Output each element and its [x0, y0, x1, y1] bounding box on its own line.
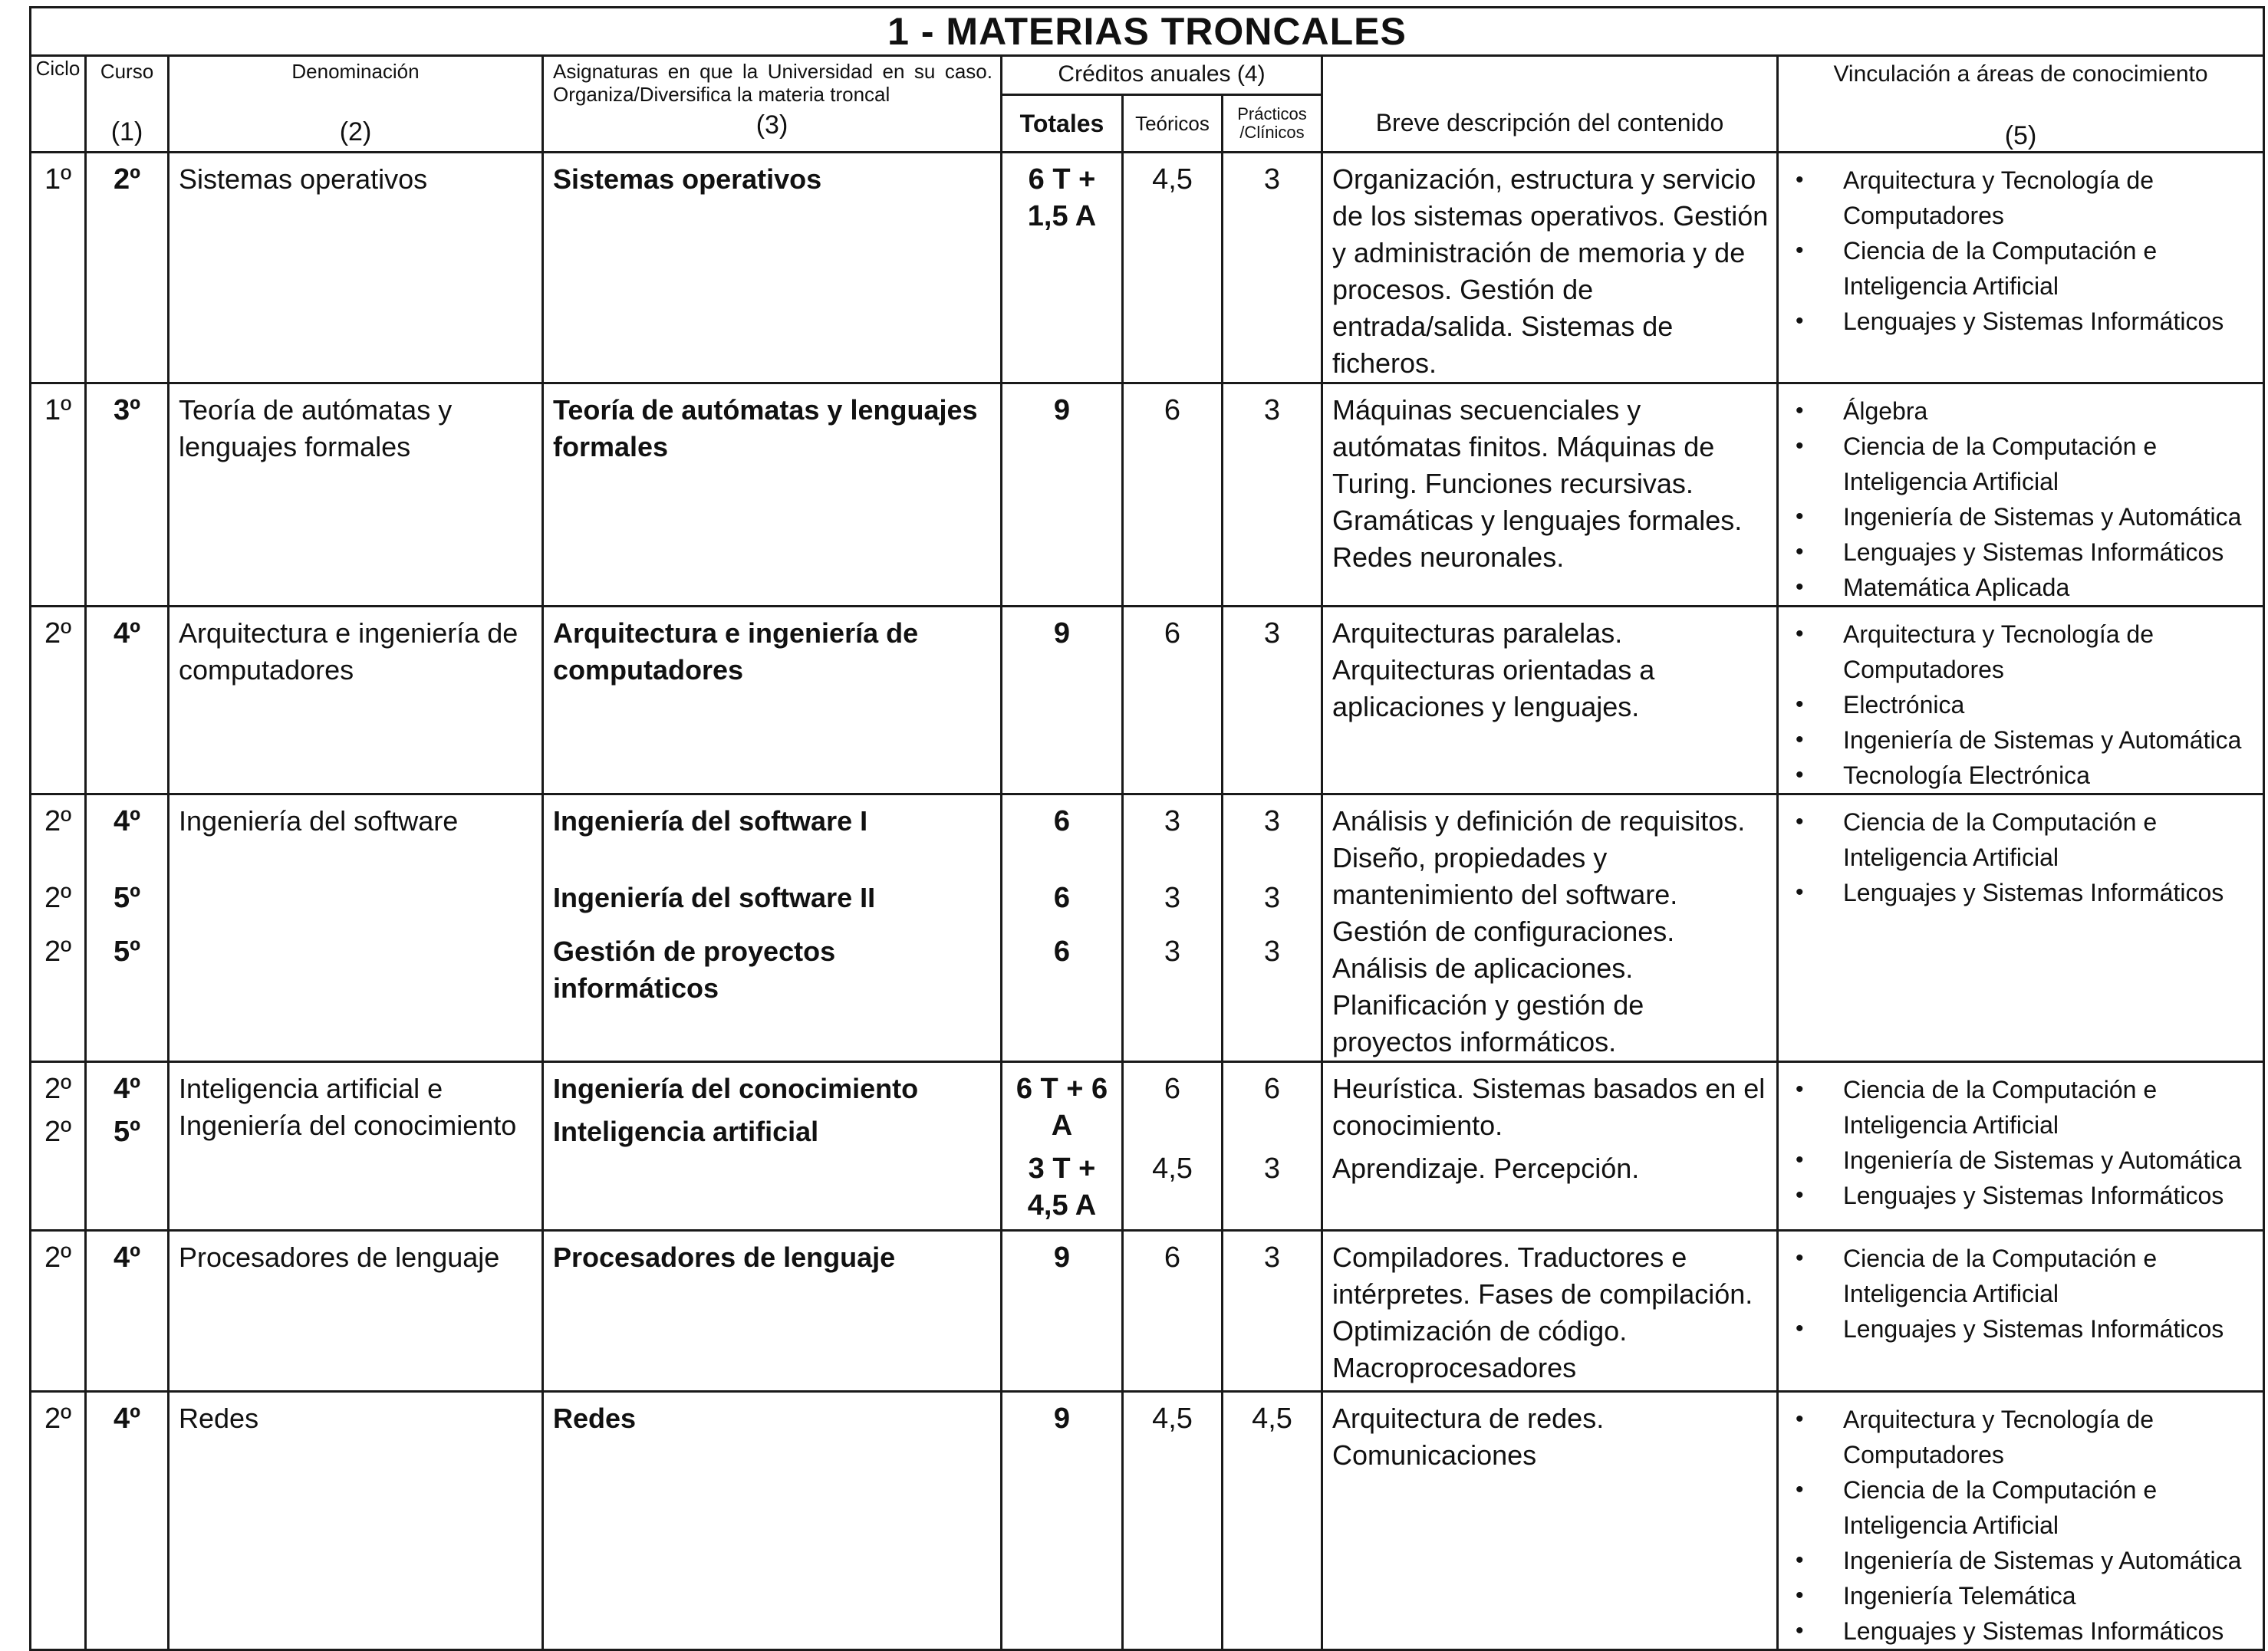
denominacion-cell: [169, 794, 543, 1062]
descripcion-cell: [1322, 1231, 1778, 1392]
totales-cell: [1002, 794, 1123, 1062]
totales-cell: [1002, 1392, 1123, 1650]
list-item: [1789, 233, 2256, 304]
areas-cell: [1778, 1392, 2264, 1650]
asignatura-cell: [543, 1231, 1002, 1392]
area-label: Arquitectura y Tecnología de Computadores: [1843, 166, 2154, 229]
area-label: Matemática Aplicada: [1843, 574, 2070, 601]
bullet-icon: •: [1796, 1182, 1804, 1208]
header-curso: Curso (1): [86, 56, 169, 153]
descripcion-value: Planificación y gestión de proyectos informáticos.: [1332, 989, 1644, 1057]
denominacion-cell: [169, 1062, 543, 1231]
areas-cell: [1778, 794, 2264, 1062]
area-label: Ingeniería Telemática: [1843, 1582, 2076, 1610]
curso-cell: [86, 794, 169, 1062]
curso-value: 2º: [113, 163, 140, 196]
denominacion-cell: [169, 153, 543, 383]
ciclo-cell: [31, 1231, 86, 1392]
teoricos-value: 6: [1164, 1242, 1181, 1274]
practicos-value: 3: [1263, 805, 1281, 837]
curso-value: 3º: [113, 394, 140, 426]
header-vinculacion: Vinculación a áreas de conocimiento (5): [1778, 56, 2264, 153]
practicos-cell: [1223, 607, 1322, 794]
teoricos-cell: [1123, 794, 1223, 1062]
asignatura-value: Procesadores de lenguaje: [553, 1242, 896, 1273]
curso-value: 4º: [113, 617, 140, 650]
totales-value: 6: [1053, 882, 1071, 914]
descripcion-value: Análisis y definición de requisitos. Diseño, propiedades y mantenimiento del software.: [1332, 805, 1746, 910]
descripcion-cell: [1322, 1062, 1778, 1231]
descripcion-value: Arquitecturas paralelas. Arquitecturas orientadas a aplicaciones y lenguajes.: [1332, 617, 1655, 722]
area-label: Ciencia de la Computación e Inteligencia Artificial: [1843, 432, 2158, 495]
list-item: [1789, 534, 2256, 570]
area-label: Lenguajes y Sistemas Informáticos: [1843, 1617, 2224, 1645]
areas-list: [1779, 607, 2263, 793]
totales-value: 6: [1053, 805, 1071, 837]
list-item: [1789, 429, 2256, 499]
descripcion-value: Organización, estructura y servicio de los sistemas operativos. Gestión y administración de memoria y de procesos. Gestión de entrada/salida. Sistemas de ficheros.: [1332, 163, 1769, 379]
area-label: Lenguajes y Sistemas Informáticos: [1843, 1315, 2224, 1343]
curso-value: 4º: [113, 805, 140, 837]
bullet-icon: •: [1796, 1077, 1804, 1102]
practicos-value: 3: [1263, 394, 1281, 426]
denominacion-value: Teoría de autómatas y lenguajes formales: [179, 394, 453, 462]
bullet-icon: •: [1796, 539, 1804, 564]
bullet-icon: •: [1796, 504, 1804, 529]
list-item: [1789, 617, 2256, 687]
bullet-icon: •: [1796, 1147, 1804, 1172]
teoricos-value: 6: [1164, 394, 1181, 426]
ciclo-value: 2º: [44, 936, 71, 968]
teoricos-value: 6: [1164, 617, 1181, 650]
bullet-icon: •: [1796, 433, 1804, 459]
teoricos-value: 3: [1164, 805, 1181, 837]
descripcion-value: Máquinas secuenciales y autómatas finitos. Máquinas de Turing. Funciones recursivas. Gramáticas y lenguajes formales. Redes neuronales.: [1332, 394, 1743, 573]
teoricos-value: 6: [1164, 1073, 1181, 1105]
descripcion-cell: [1322, 794, 1778, 1062]
totales-cell: [1002, 1231, 1123, 1392]
bullet-icon: •: [1796, 238, 1804, 263]
area-label: Lenguajes y Sistemas Informáticos: [1843, 1182, 2224, 1209]
ciclo-value: 2º: [44, 1242, 71, 1274]
ciclo-value: 2º: [44, 1403, 71, 1435]
bullet-icon: •: [1796, 1316, 1804, 1341]
list-item: [1789, 687, 2256, 722]
practicos-value: 3: [1263, 936, 1281, 968]
practicos-value: 3: [1263, 1153, 1281, 1185]
materias-table: [29, 6, 2265, 1651]
list-item: [1789, 163, 2256, 233]
page-title: 1 - MATERIAS TRONCALES: [31, 8, 2264, 56]
area-label: Ciencia de la Computación e Inteligencia Artificial: [1843, 1476, 2158, 1539]
teoricos-cell: [1123, 1062, 1223, 1231]
totales-cell: [1002, 383, 1123, 607]
bullet-icon: •: [1796, 1245, 1804, 1271]
bullet-icon: •: [1796, 692, 1804, 717]
curso-cell: [86, 1231, 169, 1392]
list-item: [1789, 875, 2256, 910]
ciclo-cell: [31, 794, 86, 1062]
list-item: [1789, 499, 2256, 534]
practicos-cell: [1223, 1231, 1322, 1392]
teoricos-value: 4,5: [1152, 1153, 1193, 1185]
area-label: Tecnología Electrónica: [1843, 761, 2090, 789]
curso-cell: [86, 607, 169, 794]
teoricos-cell: [1123, 153, 1223, 383]
bullet-icon: •: [1796, 1477, 1804, 1502]
table-row: [31, 1231, 2264, 1392]
table-row: [31, 1392, 2264, 1650]
areas-cell: [1778, 1231, 2264, 1392]
bullet-icon: •: [1796, 308, 1804, 334]
practicos-value: 6: [1263, 1073, 1281, 1105]
area-label: Ciencia de la Computación e Inteligencia Artificial: [1843, 1076, 2158, 1139]
list-item: [1789, 570, 2256, 605]
area-label: Arquitectura y Tecnología de Computadores: [1843, 620, 2154, 683]
curso-value: 4º: [113, 1242, 140, 1274]
areas-list: [1779, 153, 2263, 339]
totales-value: 9: [1053, 1242, 1071, 1274]
areas-list: [1779, 1063, 2263, 1213]
curso-value: 4º: [113, 1073, 140, 1105]
list-item: [1789, 304, 2256, 339]
totales-cell: [1002, 1062, 1123, 1231]
area-label: Ciencia de la Computación e Inteligencia Artificial: [1843, 808, 2158, 871]
asignatura-value: Sistemas operativos: [553, 163, 822, 195]
area-label: Ingeniería de Sistemas y Automática: [1843, 503, 2242, 531]
list-item: [1789, 1543, 2256, 1578]
list-item: [1789, 1311, 2256, 1347]
list-item: [1789, 758, 2256, 793]
totales-cell: [1002, 153, 1123, 383]
list-item: [1789, 804, 2256, 875]
materias-body: [31, 153, 2264, 1650]
descripcion-value: Heurística. Sistemas basados en el conocimiento.: [1332, 1073, 1766, 1141]
list-item: [1789, 1402, 2256, 1472]
ciclo-value: 2º: [44, 882, 71, 914]
bullet-icon: •: [1796, 167, 1804, 192]
practicos-cell: [1223, 383, 1322, 607]
denominacion-cell: [169, 1231, 543, 1392]
curso-cell: [86, 1062, 169, 1231]
asignatura-value: Teoría de autómatas y lenguajes formales: [553, 394, 978, 462]
areas-cell: [1778, 153, 2264, 383]
asignatura-cell: [543, 153, 1002, 383]
curso-value: 5º: [113, 936, 140, 968]
bullet-icon: •: [1796, 1547, 1804, 1573]
ciclo-value: 2º: [44, 805, 71, 837]
areas-list: [1779, 795, 2263, 910]
totales-cell: [1002, 607, 1123, 794]
table-row: [31, 607, 2264, 794]
list-item: [1789, 1241, 2256, 1311]
practicos-cell: [1223, 1392, 1322, 1650]
asignatura-cell: [543, 383, 1002, 607]
denominacion-value: Redes: [179, 1403, 259, 1434]
materias-troncales-sheet: [29, 6, 2263, 1645]
practicos-cell: [1223, 1062, 1322, 1231]
curso-cell: [86, 383, 169, 607]
asignatura-cell: [543, 794, 1002, 1062]
area-label: Lenguajes y Sistemas Informáticos: [1843, 308, 2224, 335]
teoricos-value: 3: [1164, 936, 1181, 968]
ciclo-cell: [31, 1062, 86, 1231]
bullet-icon: •: [1796, 809, 1804, 834]
ciclo-cell: [31, 607, 86, 794]
area-label: Ingeniería de Sistemas y Automática: [1843, 1146, 2242, 1174]
list-item: [1789, 722, 2256, 758]
list-item: [1789, 1178, 2256, 1213]
totales-value: 6 T + 1,5 A: [1027, 163, 1097, 232]
list-item: [1789, 393, 2256, 429]
area-label: Ingeniería de Sistemas y Automática: [1843, 726, 2242, 754]
ciclo-cell: [31, 153, 86, 383]
bullet-icon: •: [1796, 880, 1804, 905]
descripcion-cell: [1322, 153, 1778, 383]
areas-list: [1779, 1393, 2263, 1649]
teoricos-value: 4,5: [1152, 1403, 1193, 1435]
practicos-value: 3: [1263, 1242, 1281, 1274]
totales-value: 9: [1053, 394, 1071, 426]
curso-cell: [86, 153, 169, 383]
area-label: Ingeniería de Sistemas y Automática: [1843, 1547, 2242, 1574]
bullet-icon: •: [1796, 1406, 1804, 1432]
area-label: Lenguajes y Sistemas Informáticos: [1843, 879, 2224, 906]
teoricos-cell: [1123, 1231, 1223, 1392]
totales-value: 9: [1053, 1403, 1071, 1435]
descripcion-value: Aprendizaje. Percepción.: [1332, 1153, 1640, 1184]
list-item: [1789, 1472, 2256, 1543]
totales-value: 6 T + 6 A: [1015, 1073, 1108, 1142]
area-label: Álgebra: [1843, 397, 1928, 425]
bullet-icon: •: [1796, 1618, 1804, 1643]
teoricos-value: 3: [1164, 882, 1181, 914]
area-label: Electrónica: [1843, 691, 1965, 719]
area-label: Arquitectura y Tecnología de Computadores: [1843, 1406, 2154, 1468]
curso-value: 5º: [113, 1116, 140, 1148]
header-ciclo: Ciclo: [31, 56, 86, 153]
practicos-cell: [1223, 794, 1322, 1062]
ciclo-value: 2º: [44, 1116, 71, 1148]
asignatura-value: Ingeniería del conocimiento: [553, 1073, 919, 1104]
teoricos-cell: [1123, 607, 1223, 794]
denominacion-value: Ingeniería del software: [179, 805, 459, 837]
denominacion-cell: [169, 383, 543, 607]
asignatura-value: Inteligencia artificial: [553, 1116, 819, 1147]
area-label: Ciencia de la Computación e Inteligencia Artificial: [1843, 237, 2158, 300]
practicos-cell: [1223, 153, 1322, 383]
header-practicos: Prácticos /Clínicos: [1223, 95, 1322, 153]
teoricos-value: 4,5: [1152, 163, 1193, 196]
header-totales: Totales: [1002, 95, 1123, 153]
denominacion-value: Inteligencia artificial e Ingeniería del conocimiento: [179, 1073, 517, 1141]
bullet-icon: •: [1796, 1583, 1804, 1608]
header-descripcion: Breve descripción del contenido: [1322, 56, 1778, 153]
ciclo-value: 1º: [44, 163, 71, 196]
descripcion-value: Arquitectura de redes. Comunicaciones: [1332, 1403, 1605, 1471]
areas-list: [1779, 1232, 2263, 1347]
table-row: [31, 153, 2264, 383]
areas-cell: [1778, 383, 2264, 607]
list-item: [1789, 1143, 2256, 1178]
asignatura-cell: [543, 607, 1002, 794]
asignatura-value: Gestión de proyectos informáticos: [553, 936, 836, 1004]
ciclo-value: 2º: [44, 617, 71, 650]
list-item: [1789, 1578, 2256, 1613]
areas-cell: [1778, 607, 2264, 794]
asignatura-cell: [543, 1392, 1002, 1650]
asignatura-value: Redes: [553, 1403, 637, 1434]
teoricos-cell: [1123, 1392, 1223, 1650]
bullet-icon: •: [1796, 762, 1804, 788]
curso-value: 5º: [113, 882, 140, 914]
list-item: [1789, 1613, 2256, 1649]
totales-value: 6: [1053, 936, 1071, 968]
bullet-icon: •: [1796, 574, 1804, 600]
denominacion-cell: [169, 1392, 543, 1650]
areas-cell: [1778, 1062, 2264, 1231]
denominacion-value: Arquitectura e ingeniería de computadores: [179, 617, 518, 686]
totales-value: 9: [1053, 617, 1071, 650]
denominacion-value: Sistemas operativos: [179, 163, 428, 195]
bullet-icon: •: [1796, 727, 1804, 752]
practicos-value: 4,5: [1252, 1403, 1292, 1435]
asignatura-cell: [543, 1062, 1002, 1231]
header-asignaturas: Asignaturas en que la Universidad en su caso. Organiza/Diversifica la materia troncal (3): [543, 56, 1002, 153]
ciclo-cell: [31, 1392, 86, 1650]
descripcion-value: Gestión de configuraciones. Análisis de aplicaciones.: [1332, 916, 1675, 984]
denominacion-value: Procesadores de lenguaje: [179, 1242, 500, 1273]
bullet-icon: •: [1796, 621, 1804, 646]
practicos-value: 3: [1263, 882, 1281, 914]
ciclo-cell: [31, 383, 86, 607]
curso-value: 4º: [113, 1403, 140, 1435]
list-item: [1789, 1072, 2256, 1143]
asignatura-value: Arquitectura e ingeniería de computadores: [553, 617, 919, 686]
bullet-icon: •: [1796, 398, 1804, 423]
descripcion-value: Compiladores. Traductores e intérpretes. Fases de compilación. Optimización de código. Macroprocesadores: [1332, 1242, 1753, 1383]
asignatura-value: Ingeniería del software II: [553, 882, 876, 913]
descripcion-cell: [1322, 383, 1778, 607]
ciclo-value: 2º: [44, 1073, 71, 1105]
asignatura-value: Ingeniería del software I: [553, 805, 868, 837]
teoricos-cell: [1123, 383, 1223, 607]
areas-list: [1779, 384, 2263, 605]
table-row: [31, 794, 2264, 1062]
descripcion-cell: [1322, 607, 1778, 794]
curso-cell: [86, 1392, 169, 1650]
ciclo-value: 1º: [44, 394, 71, 426]
area-label: Ciencia de la Computación e Inteligencia Artificial: [1843, 1245, 2158, 1307]
descripcion-cell: [1322, 1392, 1778, 1650]
totales-value: 3 T + 4,5 A: [1027, 1153, 1097, 1222]
table-row: [31, 1062, 2264, 1231]
practicos-value: 3: [1263, 163, 1281, 196]
header-denominacion: Denominación (2): [169, 56, 543, 153]
denominacion-cell: [169, 607, 543, 794]
area-label: Lenguajes y Sistemas Informáticos: [1843, 538, 2224, 566]
header-teoricos: Teóricos: [1123, 95, 1223, 153]
practicos-value: 3: [1263, 617, 1281, 650]
table-row: [31, 383, 2264, 607]
header-creditos: Créditos anuales (4): [1002, 56, 1322, 95]
